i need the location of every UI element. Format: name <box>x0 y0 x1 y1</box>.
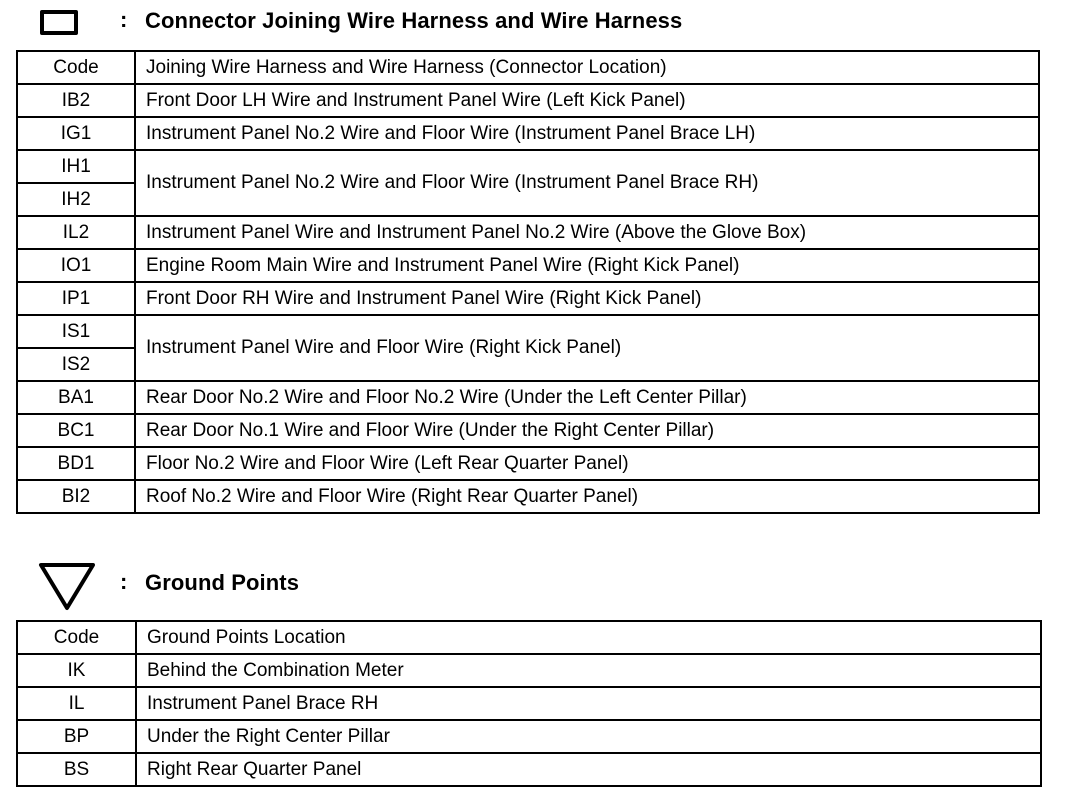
table-row <box>17 753 1041 786</box>
connector-code: IO1 <box>17 249 135 282</box>
ground-code: BP <box>17 720 136 753</box>
connector-code: BA1 <box>17 381 135 414</box>
connector-location: Instrument Panel No.2 Wire and Floor Wire (Instrument Panel Brace RH) <box>135 150 1039 216</box>
table-row <box>17 84 1039 117</box>
connector-code: BI2 <box>17 480 135 513</box>
connector-code: IB2 <box>17 84 135 117</box>
connector-code: IG1 <box>17 117 135 150</box>
connector-section-title: Connector Joining Wire Harness and Wire Harness <box>145 8 683 33</box>
connector-code: IP1 <box>17 282 135 315</box>
ground-location: Instrument Panel Brace RH <box>136 687 1041 720</box>
ground-code: IL <box>17 687 136 720</box>
table-row <box>17 315 1039 348</box>
table-row <box>17 117 1039 150</box>
connector-heading-colon: : <box>120 7 128 32</box>
code-column-header: Code <box>17 621 136 654</box>
connector-location: Engine Room Main Wire and Instrument Panel Wire (Right Kick Panel) <box>135 249 1039 282</box>
connector-code: BC1 <box>17 414 135 447</box>
ground-points-table <box>16 620 1042 787</box>
ground-location: Behind the Combination Meter <box>136 654 1041 687</box>
connector-location: Front Door RH Wire and Instrument Panel Wire (Right Kick Panel) <box>135 282 1039 315</box>
connector-location: Front Door LH Wire and Instrument Panel Wire (Left Kick Panel) <box>135 84 1039 117</box>
connector-location: Instrument Panel Wire and Floor Wire (Right Kick Panel) <box>135 315 1039 381</box>
connector-code: IS2 <box>17 348 135 381</box>
table-row <box>17 216 1039 249</box>
location-column-header: Joining Wire Harness and Wire Harness (Connector Location) <box>135 51 1039 84</box>
ground-location: Right Rear Quarter Panel <box>136 753 1041 786</box>
connector-code: IS1 <box>17 315 135 348</box>
connector-location: Rear Door No.1 Wire and Floor Wire (Under the Right Center Pillar) <box>135 414 1039 447</box>
connector-code: IH2 <box>17 183 135 216</box>
connector-code: IL2 <box>17 216 135 249</box>
ground-location: Under the Right Center Pillar <box>136 720 1041 753</box>
connector-table <box>16 50 1040 514</box>
ground-code: IK <box>17 654 136 687</box>
ground-section-title: Ground Points <box>145 570 300 595</box>
connector-table-header <box>17 51 1039 84</box>
connector-location: Roof No.2 Wire and Floor Wire (Right Rear Quarter Panel) <box>135 480 1039 513</box>
connector-location: Rear Door No.2 Wire and Floor No.2 Wire (Under the Left Center Pillar) <box>135 381 1039 414</box>
table-row <box>17 720 1041 753</box>
connector-location: Instrument Panel No.2 Wire and Floor Wire (Instrument Panel Brace LH) <box>135 117 1039 150</box>
connector-location: Floor No.2 Wire and Floor Wire (Left Rear Quarter Panel) <box>135 447 1039 480</box>
table-row <box>17 282 1039 315</box>
table-row <box>17 249 1039 282</box>
ground-table-header <box>17 621 1041 654</box>
ground-heading-colon: : <box>120 569 128 594</box>
table-row <box>17 414 1039 447</box>
table-row <box>17 381 1039 414</box>
connector-code: IH1 <box>17 150 135 183</box>
location-column-header: Ground Points Location <box>136 621 1041 654</box>
connector-code: BD1 <box>17 447 135 480</box>
square-outline-icon <box>40 10 78 35</box>
connector-location: Instrument Panel Wire and Instrument Panel No.2 Wire (Above the Glove Box) <box>135 216 1039 249</box>
ground-code: BS <box>17 753 136 786</box>
down-triangle-outline-icon <box>38 562 96 612</box>
table-row <box>17 687 1041 720</box>
table-row <box>17 654 1041 687</box>
table-row <box>17 150 1039 183</box>
code-column-header: Code <box>17 51 135 84</box>
table-row <box>17 480 1039 513</box>
table-row <box>17 447 1039 480</box>
